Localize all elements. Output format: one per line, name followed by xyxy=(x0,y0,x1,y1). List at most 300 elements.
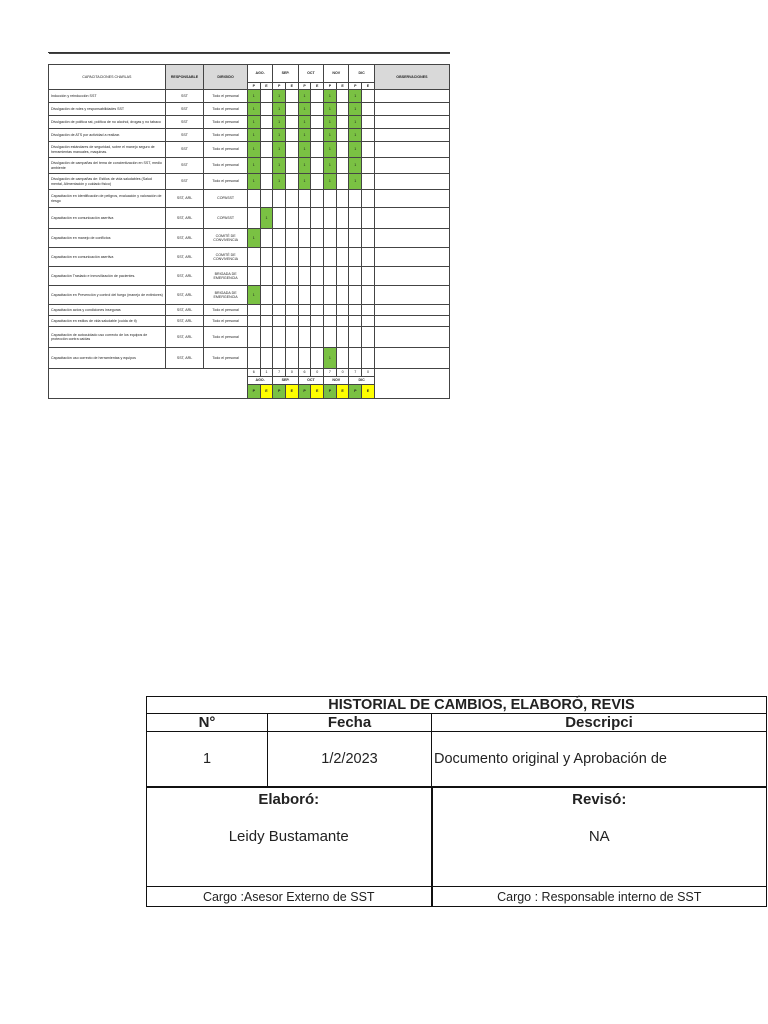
mark-cell xyxy=(324,190,337,208)
schedule-row xyxy=(49,305,450,316)
mark-cell xyxy=(324,208,337,229)
mark-cell xyxy=(349,327,362,348)
header-p: P xyxy=(273,83,286,90)
mark-cell xyxy=(311,103,324,116)
footer-month: OCT xyxy=(298,377,323,385)
audience-cell: BRIGADA DE EMERGENCIA xyxy=(204,286,248,305)
history-title: HISTORIAL DE CAMBIOS, ELABORÓ, REVIS xyxy=(147,697,767,714)
mark-cell: 1 xyxy=(247,158,260,174)
mark-cell: 1 xyxy=(247,229,260,248)
total-cell: 0 xyxy=(286,369,299,377)
mark-cell xyxy=(311,90,324,103)
total-cell: 6 xyxy=(298,369,311,377)
mark-cell xyxy=(286,267,299,286)
mark-cell xyxy=(349,316,362,327)
responsible-cell: SST, ARL xyxy=(165,286,204,305)
audience-cell: Todo el personal xyxy=(204,348,248,369)
training-schedule xyxy=(48,52,450,399)
mark-cell xyxy=(247,316,260,327)
mark-cell xyxy=(362,316,375,327)
responsible-cell: SST xyxy=(165,129,204,142)
schedule-row xyxy=(49,103,450,116)
observations-cell xyxy=(374,174,449,190)
mark-cell: 1 xyxy=(298,116,311,129)
responsible-cell: SST, ARL xyxy=(165,316,204,327)
observations-cell xyxy=(374,248,449,267)
training-schedule-table xyxy=(48,53,450,399)
mark-cell xyxy=(273,348,286,369)
activity-cell: Capacitación Traslado e inmovilización de pacientes. xyxy=(49,267,166,286)
mark-cell xyxy=(298,327,311,348)
header-e: E xyxy=(362,83,375,90)
mark-cell xyxy=(247,348,260,369)
mark-cell xyxy=(260,316,273,327)
mark-cell xyxy=(286,174,299,190)
mark-cell: 1 xyxy=(349,174,362,190)
mark-cell xyxy=(362,129,375,142)
mark-cell xyxy=(260,248,273,267)
total-cell: 7 xyxy=(324,369,337,377)
mark-cell xyxy=(298,190,311,208)
total-cell: 0 xyxy=(311,369,324,377)
header-month: NOV xyxy=(324,65,349,83)
mark-cell xyxy=(298,229,311,248)
mark-cell xyxy=(247,190,260,208)
mark-cell xyxy=(298,286,311,305)
total-cell: 6 xyxy=(247,369,260,377)
observations-cell xyxy=(374,90,449,103)
schedule-row xyxy=(49,327,450,348)
mark-cell xyxy=(324,267,337,286)
mark-cell xyxy=(286,190,299,208)
change-history xyxy=(146,696,702,904)
mark-cell xyxy=(273,229,286,248)
mark-cell xyxy=(311,158,324,174)
observations-cell xyxy=(374,267,449,286)
mark-cell xyxy=(311,229,324,248)
mark-cell xyxy=(362,229,375,248)
responsible-cell: SST, ARL xyxy=(165,229,204,248)
header-audience: DIRIGIDO xyxy=(204,65,248,90)
elaboro-name: Leidy Bustamante xyxy=(147,810,432,887)
mark-cell: 1 xyxy=(324,174,337,190)
mark-cell: 1 xyxy=(349,158,362,174)
mark-cell xyxy=(260,158,273,174)
audience-cell: Todo el personal xyxy=(204,90,248,103)
mark-cell xyxy=(311,267,324,286)
activity-cell: Capacitación uso correcto de herramientas y equipos xyxy=(49,348,166,369)
header-p: P xyxy=(324,83,337,90)
observations-cell xyxy=(374,103,449,116)
activity-cell: Divulgación de roles y responsabilidades SST xyxy=(49,103,166,116)
activity-cell: Divulgación de campañas del tema de concientización en SST, medio ambiente xyxy=(49,158,166,174)
mark-cell: 1 xyxy=(247,142,260,158)
reviso-label: Revisó: xyxy=(432,787,767,810)
mark-cell xyxy=(336,316,349,327)
mark-cell xyxy=(260,348,273,369)
footer-pe: E xyxy=(260,385,273,399)
mark-cell xyxy=(324,305,337,316)
col-number: N° xyxy=(147,714,268,732)
mark-cell: 1 xyxy=(273,129,286,142)
observations-cell xyxy=(374,129,449,142)
schedule-row xyxy=(49,116,450,129)
mark-cell xyxy=(298,208,311,229)
history-date: 1/2/2023 xyxy=(268,732,432,788)
schedule-row xyxy=(49,158,450,174)
audience-cell: Todo el personal xyxy=(204,116,248,129)
responsible-cell: SST, ARL xyxy=(165,305,204,316)
mark-cell: 1 xyxy=(247,90,260,103)
mark-cell xyxy=(247,305,260,316)
col-description: Descripci xyxy=(432,714,767,732)
mark-cell xyxy=(286,316,299,327)
footer-pe: P xyxy=(324,385,337,399)
mark-cell: 1 xyxy=(273,174,286,190)
change-history-table xyxy=(146,696,767,907)
schedule-row xyxy=(49,316,450,327)
mark-cell xyxy=(311,248,324,267)
audience-cell: Todo el personal xyxy=(204,142,248,158)
responsible-cell: SST xyxy=(165,174,204,190)
mark-cell: 1 xyxy=(273,103,286,116)
mark-cell xyxy=(362,174,375,190)
mark-cell xyxy=(260,327,273,348)
mark-cell xyxy=(286,90,299,103)
mark-cell: 1 xyxy=(247,103,260,116)
mark-cell xyxy=(260,129,273,142)
mark-cell: 1 xyxy=(324,116,337,129)
header-e: E xyxy=(286,83,299,90)
responsible-cell: SST xyxy=(165,142,204,158)
schedule-row xyxy=(49,174,450,190)
mark-cell xyxy=(311,174,324,190)
total-cell: 1 xyxy=(260,369,273,377)
mark-cell xyxy=(273,248,286,267)
header-observations: OBSERVACIONES xyxy=(374,65,449,90)
mark-cell xyxy=(273,190,286,208)
activity-cell: Capacitación en estilos de vida saludable (cuida de ti) xyxy=(49,316,166,327)
observations-cell xyxy=(374,158,449,174)
schedule-row xyxy=(49,286,450,305)
responsible-cell: SST xyxy=(165,90,204,103)
mark-cell xyxy=(298,348,311,369)
footer-pe: P xyxy=(247,385,260,399)
mark-cell xyxy=(260,267,273,286)
mark-cell xyxy=(336,142,349,158)
mark-cell xyxy=(286,327,299,348)
responsible-cell: SST, ARL xyxy=(165,208,204,229)
mark-cell xyxy=(362,90,375,103)
mark-cell xyxy=(260,174,273,190)
mark-cell xyxy=(362,348,375,369)
header-responsible: RESPONSABLE xyxy=(165,65,204,90)
mark-cell xyxy=(311,208,324,229)
activity-cell: Divulgación estándares de seguridad, sobre el manejo seguro de herramientas manuales, maquinas. xyxy=(49,142,166,158)
mark-cell xyxy=(362,116,375,129)
mark-cell xyxy=(311,327,324,348)
header-p: P xyxy=(247,83,260,90)
mark-cell xyxy=(260,103,273,116)
schedule-row xyxy=(49,129,450,142)
responsible-cell: SST xyxy=(165,103,204,116)
mark-cell xyxy=(260,142,273,158)
mark-cell xyxy=(260,190,273,208)
observations-cell xyxy=(374,316,449,327)
mark-cell xyxy=(247,327,260,348)
activity-cell: Capacitación en comunicación asertiva xyxy=(49,248,166,267)
mark-cell xyxy=(324,229,337,248)
activity-cell: Divulgación de campañas de: Estilos de vida saludables (Salud mental, Alimentación y cuidado físico) xyxy=(49,174,166,190)
mark-cell xyxy=(286,305,299,316)
mark-cell xyxy=(336,286,349,305)
mark-cell xyxy=(298,248,311,267)
mark-cell xyxy=(311,129,324,142)
mark-cell xyxy=(336,158,349,174)
mark-cell: 1 xyxy=(247,116,260,129)
mark-cell: 1 xyxy=(298,158,311,174)
mark-cell: 1 xyxy=(349,129,362,142)
mark-cell xyxy=(311,316,324,327)
mark-cell: 1 xyxy=(324,158,337,174)
mark-cell: 1 xyxy=(324,348,337,369)
mark-cell xyxy=(349,267,362,286)
mark-cell xyxy=(336,103,349,116)
mark-cell xyxy=(336,248,349,267)
mark-cell xyxy=(324,286,337,305)
mark-cell xyxy=(336,348,349,369)
observations-cell xyxy=(374,327,449,348)
mark-cell: 1 xyxy=(349,142,362,158)
audience-cell: COMITÉ DE CONVIVENCIA xyxy=(204,248,248,267)
audience-cell: COMITÉ DE CONVIVENCIA xyxy=(204,229,248,248)
footer-pe: P xyxy=(298,385,311,399)
mark-cell xyxy=(247,267,260,286)
mark-cell xyxy=(324,316,337,327)
mark-cell xyxy=(362,327,375,348)
schedule-row xyxy=(49,348,450,369)
audience-cell: Todo el personal xyxy=(204,327,248,348)
observations-cell xyxy=(374,305,449,316)
footer-month: DIC xyxy=(349,377,374,385)
mark-cell xyxy=(362,190,375,208)
observations-cell xyxy=(374,286,449,305)
history-description: Documento original y Aprobación de xyxy=(432,732,767,788)
mark-cell xyxy=(336,116,349,129)
mark-cell xyxy=(324,327,337,348)
mark-cell xyxy=(311,286,324,305)
mark-cell xyxy=(311,348,324,369)
mark-cell xyxy=(336,208,349,229)
footer-month: NOV xyxy=(324,377,349,385)
mark-cell xyxy=(286,208,299,229)
elaboro-cargo: Cargo :Asesor Externo de SST xyxy=(147,887,432,907)
mark-cell xyxy=(260,116,273,129)
mark-cell xyxy=(362,248,375,267)
mark-cell: 1 xyxy=(298,142,311,158)
mark-cell xyxy=(349,305,362,316)
responsible-cell: SST, ARL xyxy=(165,327,204,348)
mark-cell xyxy=(336,305,349,316)
mark-cell: 1 xyxy=(324,142,337,158)
mark-cell xyxy=(362,142,375,158)
mark-cell xyxy=(260,305,273,316)
audience-cell: COPASST xyxy=(204,190,248,208)
header-e: E xyxy=(311,83,324,90)
mark-cell xyxy=(336,327,349,348)
mark-cell xyxy=(273,327,286,348)
schedule-row xyxy=(49,142,450,158)
responsible-cell: SST xyxy=(165,116,204,129)
mark-cell xyxy=(362,286,375,305)
mark-cell xyxy=(286,248,299,267)
mark-cell xyxy=(349,229,362,248)
header-month: DIC xyxy=(349,65,374,83)
mark-cell xyxy=(247,208,260,229)
observations-cell xyxy=(374,348,449,369)
responsible-cell: SST, ARL xyxy=(165,190,204,208)
audience-cell: Todo el personal xyxy=(204,305,248,316)
footer-pe: E xyxy=(286,385,299,399)
responsible-cell: SST, ARL xyxy=(165,248,204,267)
footer-month: SEP. xyxy=(273,377,298,385)
mark-cell xyxy=(349,348,362,369)
mark-cell xyxy=(247,248,260,267)
activity-cell: Capacitación en comunicación asertiva xyxy=(49,208,166,229)
mark-cell xyxy=(311,142,324,158)
activity-cell: Divulgación de política sst, política de no alcohol, drogas y no tabaco xyxy=(49,116,166,129)
mark-cell: 1 xyxy=(324,103,337,116)
mark-cell xyxy=(362,103,375,116)
mark-cell xyxy=(311,305,324,316)
footer-month: AGO. xyxy=(247,377,272,385)
mark-cell xyxy=(311,190,324,208)
mark-cell xyxy=(298,305,311,316)
activity-cell: Capacitación en Prevención y control del fuego (manejo de extintores) xyxy=(49,286,166,305)
mark-cell xyxy=(260,229,273,248)
footer-pe: E xyxy=(362,385,375,399)
footer-pe: P xyxy=(273,385,286,399)
mark-cell: 1 xyxy=(298,129,311,142)
total-cell: 0 xyxy=(336,369,349,377)
responsible-cell: SST, ARL xyxy=(165,348,204,369)
mark-cell: 1 xyxy=(273,90,286,103)
elaboro-label: Elaboró: xyxy=(147,787,432,810)
header-activity: CAPACITACIONES CHARLAS xyxy=(49,65,166,90)
mark-cell: 1 xyxy=(260,208,273,229)
schedule-row xyxy=(49,229,450,248)
mark-cell xyxy=(311,116,324,129)
mark-cell xyxy=(324,248,337,267)
mark-cell xyxy=(336,129,349,142)
mark-cell xyxy=(286,286,299,305)
observations-cell xyxy=(374,229,449,248)
mark-cell: 1 xyxy=(349,103,362,116)
observations-cell xyxy=(374,142,449,158)
observations-cell xyxy=(374,116,449,129)
audience-cell: Todo el personal xyxy=(204,174,248,190)
col-date: Fecha xyxy=(268,714,432,732)
mark-cell: 1 xyxy=(273,116,286,129)
mark-cell: 1 xyxy=(247,174,260,190)
mark-cell xyxy=(362,267,375,286)
schedule-row xyxy=(49,208,450,229)
mark-cell xyxy=(286,103,299,116)
observations-cell xyxy=(374,208,449,229)
responsible-cell: SST, ARL xyxy=(165,267,204,286)
header-month: OCT xyxy=(298,65,323,83)
total-cell: 7 xyxy=(273,369,286,377)
reviso-name: NA xyxy=(432,810,767,887)
mark-cell xyxy=(273,305,286,316)
mark-cell xyxy=(336,229,349,248)
mark-cell xyxy=(286,229,299,248)
mark-cell xyxy=(286,129,299,142)
schedule-row xyxy=(49,90,450,103)
mark-cell xyxy=(286,142,299,158)
mark-cell xyxy=(298,316,311,327)
activity-cell: Divulgación de ATS por actividad a realizar. xyxy=(49,129,166,142)
activity-cell: Capacitación de autocuidado uso correcto de los equipos de protección contra caídas xyxy=(49,327,166,348)
mark-cell xyxy=(336,90,349,103)
header-e: E xyxy=(260,83,273,90)
activity-cell: Inducción y reinducción SST xyxy=(49,90,166,103)
total-cell: 0 xyxy=(362,369,375,377)
audience-cell: Todo el personal xyxy=(204,316,248,327)
footer-blank xyxy=(49,369,248,399)
total-cell: 7 xyxy=(349,369,362,377)
mark-cell xyxy=(286,158,299,174)
header-p: P xyxy=(349,83,362,90)
audience-cell: BRIGADA DE EMERGENCIA xyxy=(204,267,248,286)
footer-pe: E xyxy=(336,385,349,399)
mark-cell: 1 xyxy=(247,286,260,305)
mark-cell: 1 xyxy=(324,129,337,142)
mark-cell: 1 xyxy=(273,142,286,158)
mark-cell xyxy=(260,90,273,103)
mark-cell: 1 xyxy=(298,90,311,103)
footer-observations-blank xyxy=(374,369,449,399)
mark-cell xyxy=(349,286,362,305)
mark-cell xyxy=(362,158,375,174)
activity-cell: Capacitación en identificación de peligros, evaluación y valoración de riesgo xyxy=(49,190,166,208)
mark-cell xyxy=(349,248,362,267)
activity-cell: Capacitación actos y condiciones inseguras xyxy=(49,305,166,316)
mark-cell xyxy=(336,174,349,190)
mark-cell: 1 xyxy=(247,129,260,142)
header-month: SEP. xyxy=(273,65,298,83)
mark-cell xyxy=(273,316,286,327)
schedule-row xyxy=(49,248,450,267)
history-number: 1 xyxy=(147,732,268,788)
mark-cell: 1 xyxy=(349,116,362,129)
audience-cell: Todo el personal xyxy=(204,158,248,174)
mark-cell xyxy=(362,208,375,229)
mark-cell xyxy=(273,286,286,305)
reviso-cargo: Cargo : Responsable interno de SST xyxy=(432,887,767,907)
audience-cell: Todo el personal xyxy=(204,103,248,116)
mark-cell xyxy=(260,286,273,305)
audience-cell: COPASST xyxy=(204,208,248,229)
schedule-row xyxy=(49,190,450,208)
mark-cell xyxy=(298,267,311,286)
mark-cell xyxy=(286,116,299,129)
responsible-cell: SST xyxy=(165,158,204,174)
header-p: P xyxy=(298,83,311,90)
observations-cell xyxy=(374,190,449,208)
activity-cell: Capacitación en manejo de conflictos xyxy=(49,229,166,248)
mark-cell xyxy=(273,267,286,286)
